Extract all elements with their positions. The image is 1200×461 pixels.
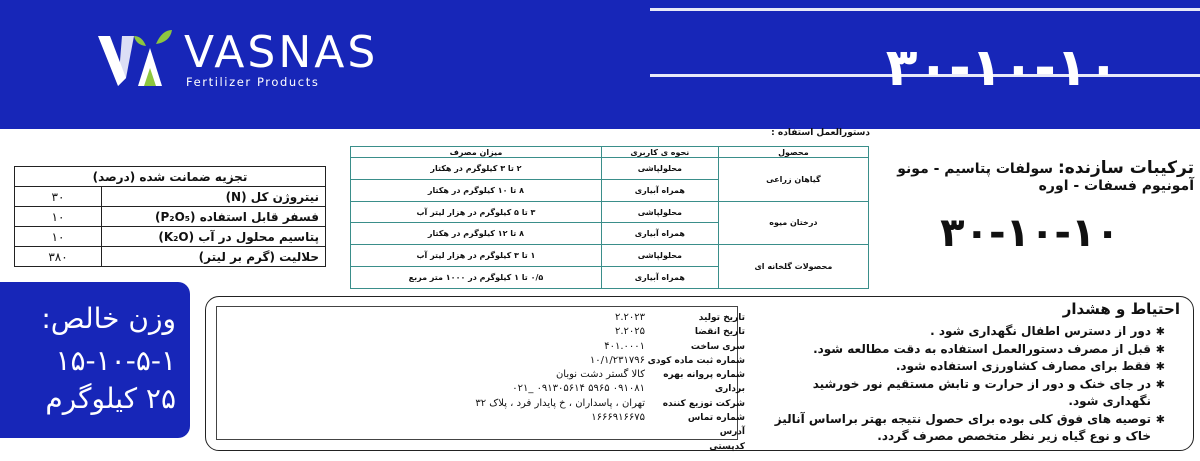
analysis-table: [14, 166, 326, 267]
usage-col-method: نحوه ی کاربری: [601, 147, 718, 158]
info-keys: [640, 311, 745, 454]
warning-item: ✱ توصیه های فوق کلی بوده برای حصول نتیجه بهتر براساس آنالیز خاک و نوع گیاه زیر نظر متخصص مصرف گردد.: [770, 411, 1165, 446]
warning-item: ✱ دور از دسترس اطفال نگهداری شود .: [770, 323, 1165, 341]
info-key: تاریخ انقضا: [694, 327, 745, 338]
usage-row: همراه آبیاری ۸ تا ۱۲ کیلوگرم در هکتار: [351, 223, 869, 245]
info-key: شماره پروانه بهره برداری: [663, 370, 745, 395]
usage-table: [350, 146, 869, 289]
usage-col-rate: میزان مصرف: [351, 147, 602, 158]
info-key: تاریخ تولید: [698, 313, 745, 323]
info-key: کدپستی: [709, 441, 745, 452]
info-value: کالا گستر دشت نوبان: [555, 369, 645, 381]
usage-col-product: محصول: [718, 147, 868, 158]
info-value: ۲.۲۰۲۵: [614, 326, 645, 338]
net-weight-unit: ۲۵ کیلوگرم: [45, 382, 176, 415]
info-value: ۲.۲۰۲۳: [614, 312, 645, 323]
warning-title: احتیاط و هشدار: [1062, 300, 1180, 318]
warning-item: ✱ قبل از مصرف دستورالعمل استفاده به دقت مطالعه شود.: [770, 341, 1165, 359]
brand-name: VASNAS: [184, 27, 379, 78]
info-value: ۱۶۶۶۹۱۶۶۷۵: [591, 412, 645, 424]
usage-row: محصولات گلخانه ای محلولپاشی ۱ تا ۳ کیلوگرم در هزار لیتر آب: [351, 245, 869, 267]
composition-text: سولفات پتاسیم - مونو آمونیوم فسفات - اوره: [897, 161, 1194, 194]
info-value: تهران ، پاسداران ، خ پایدار فرد ، پلاک ۳۲: [475, 397, 645, 409]
info-value: ۱۰/۱/۲۳۱۷۹۶: [589, 354, 645, 366]
formula-large: ۳۰-۱۰-۱۰: [940, 210, 1120, 256]
info-key: شماره تماس: [687, 413, 745, 424]
info-value: ۴۰۱.۰۰۰۱: [604, 340, 645, 352]
info-values: [460, 311, 645, 425]
net-weight-label: وزن خالص:: [41, 302, 176, 335]
usage-row: همراه آبیاری ۸ تا ۱۰ کیلوگرم در هکتار: [351, 179, 869, 201]
usage-heading: دستورالعمل استفاده :: [771, 128, 870, 138]
info-key: شرکت توزیع کننده: [662, 398, 745, 409]
composition-title: ترکیبات سازنده:: [1057, 158, 1194, 178]
info-key: سری ساخت: [690, 341, 745, 352]
info-value: ۰۹۱۰۸۱ ۵۹۶۵ ۰۹۱۳۰۵۶۱۴ _۰۲۱: [512, 383, 645, 395]
net-weight-panel: [0, 282, 190, 438]
vasnas-logo-icon: [96, 28, 178, 88]
usage-row: درختان میوه محلولپاشی ۳ تا ۵ کیلوگرم در هزار لیتر آب: [351, 201, 869, 223]
warning-list: [770, 323, 1165, 446]
analysis-title: تجزیه ضمانت شده (درصد): [15, 167, 326, 187]
net-weight-packs: ۱۵-۱۰-۵-۱: [55, 344, 176, 377]
info-key: شماره ثبت ماده کودی: [647, 355, 745, 366]
usage-row: همراه آبیاری ۰/۵ تا ۱ کیلوگرم در ۱۰۰۰ متر مربع: [351, 267, 869, 289]
composition: [872, 158, 1194, 194]
analysis-row: ۱۰ پتاسیم محلول در آب (K₂O): [15, 227, 326, 247]
header-formula: ۳۰-۱۰-۱۰: [885, 38, 1120, 98]
analysis-row: ۳۸۰ حلالیت (گرم بر لیتر): [15, 247, 326, 267]
warning-item: ✱ در جای خنک و دور از حرارت و تابش مستقیم نور خورشید نگهداری شود.: [770, 376, 1165, 411]
analysis-row: ۱۰ فسفر قابل استفاده (P₂O₅): [15, 207, 326, 227]
usage-row: گیاهان زراعی محلولپاشی ۲ تا ۳ کیلوگرم در هکتار: [351, 158, 869, 180]
info-key: آدرس: [719, 427, 745, 438]
warning-item: ✱ فقط برای مصارف کشاورزی استفاده شود.: [770, 358, 1165, 376]
brand-tagline: Fertilizer Products: [186, 75, 320, 89]
analysis-row: ۳۰ نیتروژن کل (N): [15, 187, 326, 207]
